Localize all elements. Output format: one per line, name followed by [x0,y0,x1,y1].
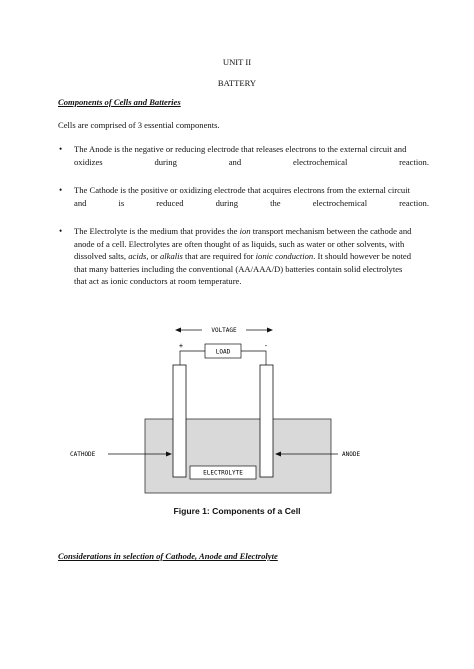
bullet-electrolyte-line-4: that many batteries including the conventional (AA/AAA/D) batteries contain solid electrolytes [74,263,403,274]
load-label: LOAD [215,348,231,356]
cathode-electrode [173,365,186,477]
bullet-dot-anode: • [59,144,63,154]
electrolyte-text-1a: The Electrolyte is the medium that provides the [74,226,240,236]
electrolyte-text-3g: . It should however be noted [313,251,412,261]
page-title: BATTERY [217,78,257,88]
wire-cathode [180,351,205,365]
anode-electrode [260,365,273,477]
electrolyte-text-1c: transport mechanism between the cathode and [250,226,412,236]
electrolyte-term-alkalis: alkalis [159,251,183,261]
voltage-arrow-right-icon [267,328,273,333]
electrolyte-term-ionic-conduction: ionic conduction [255,251,314,261]
bullet-dot-electrolyte: • [59,226,63,236]
bullet-anode-line-1: The Anode is the negative or reducing electrode that releases electrons to the external circuit and [74,144,407,154]
bullet-electrolyte-line-2: anode of a cell. Electrolytes are often thought of as liquids, such as water or other solvents, with [74,238,405,249]
bullet-dot-cathode: • [59,185,63,195]
section-heading-considerations: Considerations in selection of Cathode, Anode and Electrolyte [58,551,278,561]
voltage-arrow-left-icon [175,328,181,333]
plus-sign: + [178,342,184,350]
voltage-label: VOLTAGE [211,327,237,334]
figure-caption: Figure 1: Components of a Cell [173,506,301,516]
electrolyte-label: ELECTROLYTE [203,469,243,477]
bullet-anode-line-2: oxidizes during and electrochemical reaction. [74,156,429,167]
bullet-cathode-line-2: and is reduced during the electrochemical reaction. [74,197,429,208]
electrolyte-term-ion: ion [239,226,251,236]
anode-label: ANODE [342,451,361,458]
cathode-label: CATHODE [70,451,96,458]
electrolyte-text-3a: dissolved salts, [74,251,129,261]
electrolyte-text-3e: that are required for [182,251,256,261]
bullet-electrolyte-line-5: that act as ionic conductors at room temperature. [74,276,242,286]
wire-anode [241,351,266,365]
minus-sign: - [263,342,269,350]
electrolyte-text-3c: , or [146,251,160,261]
section-heading-components: Components of Cells and Batteries [58,97,181,107]
intro-paragraph: Cells are comprised of 3 essential components. [58,120,220,130]
unit-label: UNIT II [222,57,252,67]
bullet-cathode-line-1: The Cathode is the positive or oxidizing electrode that acquires electrons from the external circuit [74,185,410,195]
electrolyte-term-acids: acids [128,251,147,261]
